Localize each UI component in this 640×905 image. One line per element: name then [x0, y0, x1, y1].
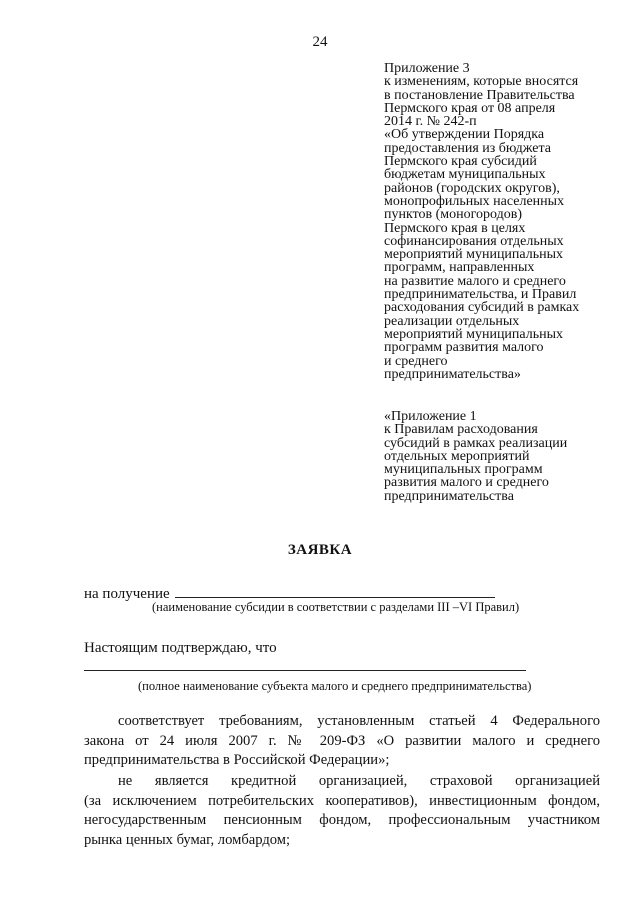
appendix-main-line: на развитие малого и среднего — [384, 273, 566, 289]
appendix-main-line: реализации отдельных — [384, 313, 520, 329]
appendix-main-line: мероприятий муниципальных — [384, 247, 564, 263]
entity-caption: (полное наименование субъекта малого и среднего предпринимательства) — [138, 679, 532, 693]
appendix-header-secondary — [384, 410, 624, 503]
paragraph-line: закона от 24 июля 2007 г. № 209-ФЗ «О развитии малого и среднего — [84, 732, 600, 749]
appendix-main-line: пунктов (моногородов) — [384, 207, 523, 223]
appendix-main-line: к изменениям, которые вносятся — [384, 74, 579, 90]
appendix-secondary-line: муниципальных программ — [384, 462, 543, 478]
appendix-main-line: и среднего — [384, 353, 448, 369]
appendix-main-line: Пермского края в целях — [384, 220, 526, 236]
paragraph-line: предпринимательства в Российской Федерации»; — [84, 752, 390, 769]
appendix-main-line: программ развития малого — [384, 340, 544, 356]
appendix-main-line: Пермского края субсидий — [384, 154, 537, 170]
paragraph-line: соответствует требованиям, установленным статьей 4 Федерального — [118, 713, 600, 729]
paragraph-line: (за исключением потребительских кооперативов), инвестиционным фондом, — [84, 792, 600, 809]
appendix-main-line: «Об утверждении Порядка — [384, 127, 545, 143]
subsidy-caption: (наименование субсидии в соответствии с разделами III –VI Правил) — [152, 600, 520, 614]
appendix-main-line: предпринимательства, и Правил — [384, 287, 577, 303]
appendix-main-line: районов (городских округов), — [384, 180, 560, 196]
paragraph-line: рынка ценных бумаг, ломбардом; — [84, 831, 291, 848]
appendix-main-line: Пермского края от 08 апреля — [384, 100, 556, 116]
appendix-main-line: софинансирования отдельных — [384, 233, 564, 249]
appendix-main-line: предпринимательства» — [384, 366, 521, 382]
paragraph-not-financial-org — [84, 772, 600, 850]
paragraph-line: не является кредитной организацией, страховой организацией — [118, 773, 600, 789]
receipt-label: на получение — [84, 586, 170, 602]
appendix-main-line: предоставления из бюджета — [384, 140, 551, 156]
appendix-secondary-line: субсидий в рамках реализации — [384, 435, 568, 451]
appendix-secondary-line: «Приложение 1 — [384, 409, 477, 424]
appendix-header-main — [384, 62, 624, 381]
appendix-main-line: Приложение 3 — [384, 61, 470, 76]
appendix-main-line: расходования субсидий в рамках — [384, 300, 580, 316]
appendix-secondary-line: к Правилам расходования — [384, 422, 538, 438]
confirm-label: Настоящим подтверждаю, что — [84, 640, 277, 656]
document-title: ЗАЯВКА — [287, 542, 353, 558]
appendix-main-line: 2014 г. № 242-п — [384, 114, 477, 130]
subsidy-name-blank-line[interactable] — [175, 583, 495, 598]
paragraph-line: негосударственным пенсионным фондом, профессиональным участником — [84, 812, 600, 829]
appendix-main-line: в постановление Правительства — [384, 87, 575, 103]
appendix-main-line: монопрофильных населенных — [384, 193, 565, 209]
appendix-secondary-line: отдельных мероприятий — [384, 448, 530, 464]
appendix-main-line: мероприятий муниципальных — [384, 326, 564, 342]
appendix-secondary-line: развития малого и среднего — [384, 475, 549, 491]
appendix-secondary-line: предпринимательства — [384, 488, 514, 504]
appendix-main-line: программ, направленных — [384, 260, 535, 276]
paragraph-compliance — [84, 712, 600, 771]
appendix-main-line: бюджетам муниципальных — [384, 167, 546, 183]
page-number: 24 — [312, 34, 328, 50]
entity-name-blank-line[interactable] — [84, 670, 526, 671]
